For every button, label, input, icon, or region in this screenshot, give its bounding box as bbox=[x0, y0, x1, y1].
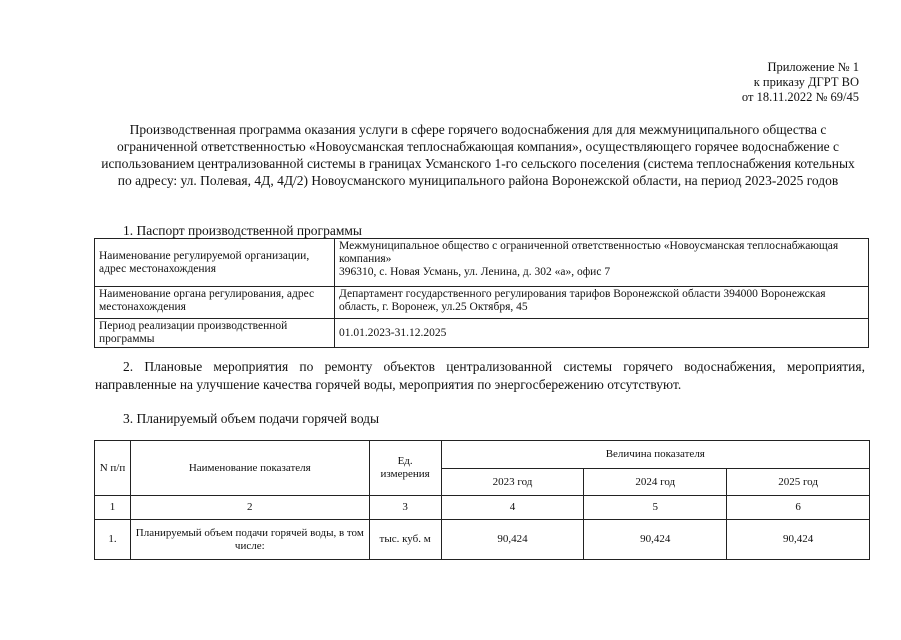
row-number: 1. bbox=[95, 520, 131, 560]
section-3-heading: 3. Планируемый объем подачи горячей воды bbox=[123, 411, 380, 426]
header-value-group: Величина показателя bbox=[441, 441, 869, 469]
index-cell: 3 bbox=[369, 496, 441, 520]
volume-table bbox=[94, 440, 870, 560]
table-row bbox=[95, 520, 870, 560]
appendix-number: Приложение № 1 bbox=[767, 60, 859, 74]
passport-table bbox=[94, 238, 869, 348]
passport-value: 01.01.2023-31.12.2025 bbox=[335, 319, 869, 348]
section-2-text: 2. Плановые мероприятия по ремонту объектов централизованной системы горячего водоснабжения, мероприятия, направленные на улучшение качества горячей воды, мероприятия по энергосбережению отсутствуют. bbox=[95, 359, 865, 392]
header-number: N п/п bbox=[95, 441, 131, 496]
section-1-heading: 1. Паспорт производственной программы bbox=[123, 223, 362, 238]
row-value-2024: 90,424 bbox=[584, 520, 727, 560]
row-unit: тыс. куб. м bbox=[369, 520, 441, 560]
index-cell: 1 bbox=[95, 496, 131, 520]
row-value-2023: 90,424 bbox=[441, 520, 584, 560]
passport-row-period bbox=[95, 319, 869, 348]
appendix-order-ref: к приказу ДГРТ ВО bbox=[753, 75, 859, 89]
header-year: 2024 год bbox=[584, 469, 727, 496]
table-index-row bbox=[95, 496, 870, 520]
passport-value bbox=[335, 239, 869, 287]
organization-address: 396310, с. Новая Усмань, ул. Ленина, д. 302 «а», офис 7 bbox=[339, 266, 611, 278]
appendix-reference bbox=[742, 60, 859, 105]
index-cell: 4 bbox=[441, 496, 584, 520]
passport-row-regulator bbox=[95, 287, 869, 319]
appendix-order-date: от 18.11.2022 № 69/45 bbox=[741, 90, 859, 104]
header-year: 2023 год bbox=[441, 469, 584, 496]
index-cell: 2 bbox=[130, 496, 369, 520]
organization-name: Межмуниципальное общество с ограниченной ответственностью «Новоусманская теплоснабжающая компания» bbox=[339, 240, 839, 265]
passport-row-organization bbox=[95, 239, 869, 287]
header-year: 2025 год bbox=[727, 469, 870, 496]
passport-label: Наименование органа регулирования, адрес местонахождения bbox=[95, 287, 335, 319]
passport-label: Период реализации производственной программы bbox=[95, 319, 335, 348]
index-cell: 6 bbox=[727, 496, 870, 520]
row-indicator-name: Планируемый объем подачи горячей воды, в том числе: bbox=[130, 520, 369, 560]
header-unit: Ед. измерения bbox=[369, 441, 441, 496]
header-indicator-name: Наименование показателя bbox=[130, 441, 369, 496]
passport-label: Наименование регулируемой организации, адрес местонахождения bbox=[95, 239, 335, 287]
index-cell: 5 bbox=[584, 496, 727, 520]
document-title: Производственная программа оказания услуги в сфере горячего водоснабжения для для межмуниципального общества с ограниченной ответственностью «Новоусманская теплоснабжающая компания», осуществляющего горячее водоснабжение с использованием централизованной системы в границах Усманского 1-го сельского поселения (система теплоснабжения котельных по адресу: ул. Полевая, 4Д, 4Д/2) Новоусманского муниципального района Воронежской области, на период 2023-2025 годов bbox=[101, 122, 855, 188]
passport-value: Департамент государственного регулирования тарифов Воронежской области 394000 Воронежская область, г. Воронеж, ул.25 Октября, 45 bbox=[335, 287, 869, 319]
table-header-row bbox=[95, 441, 870, 469]
row-value-2025: 90,424 bbox=[727, 520, 870, 560]
